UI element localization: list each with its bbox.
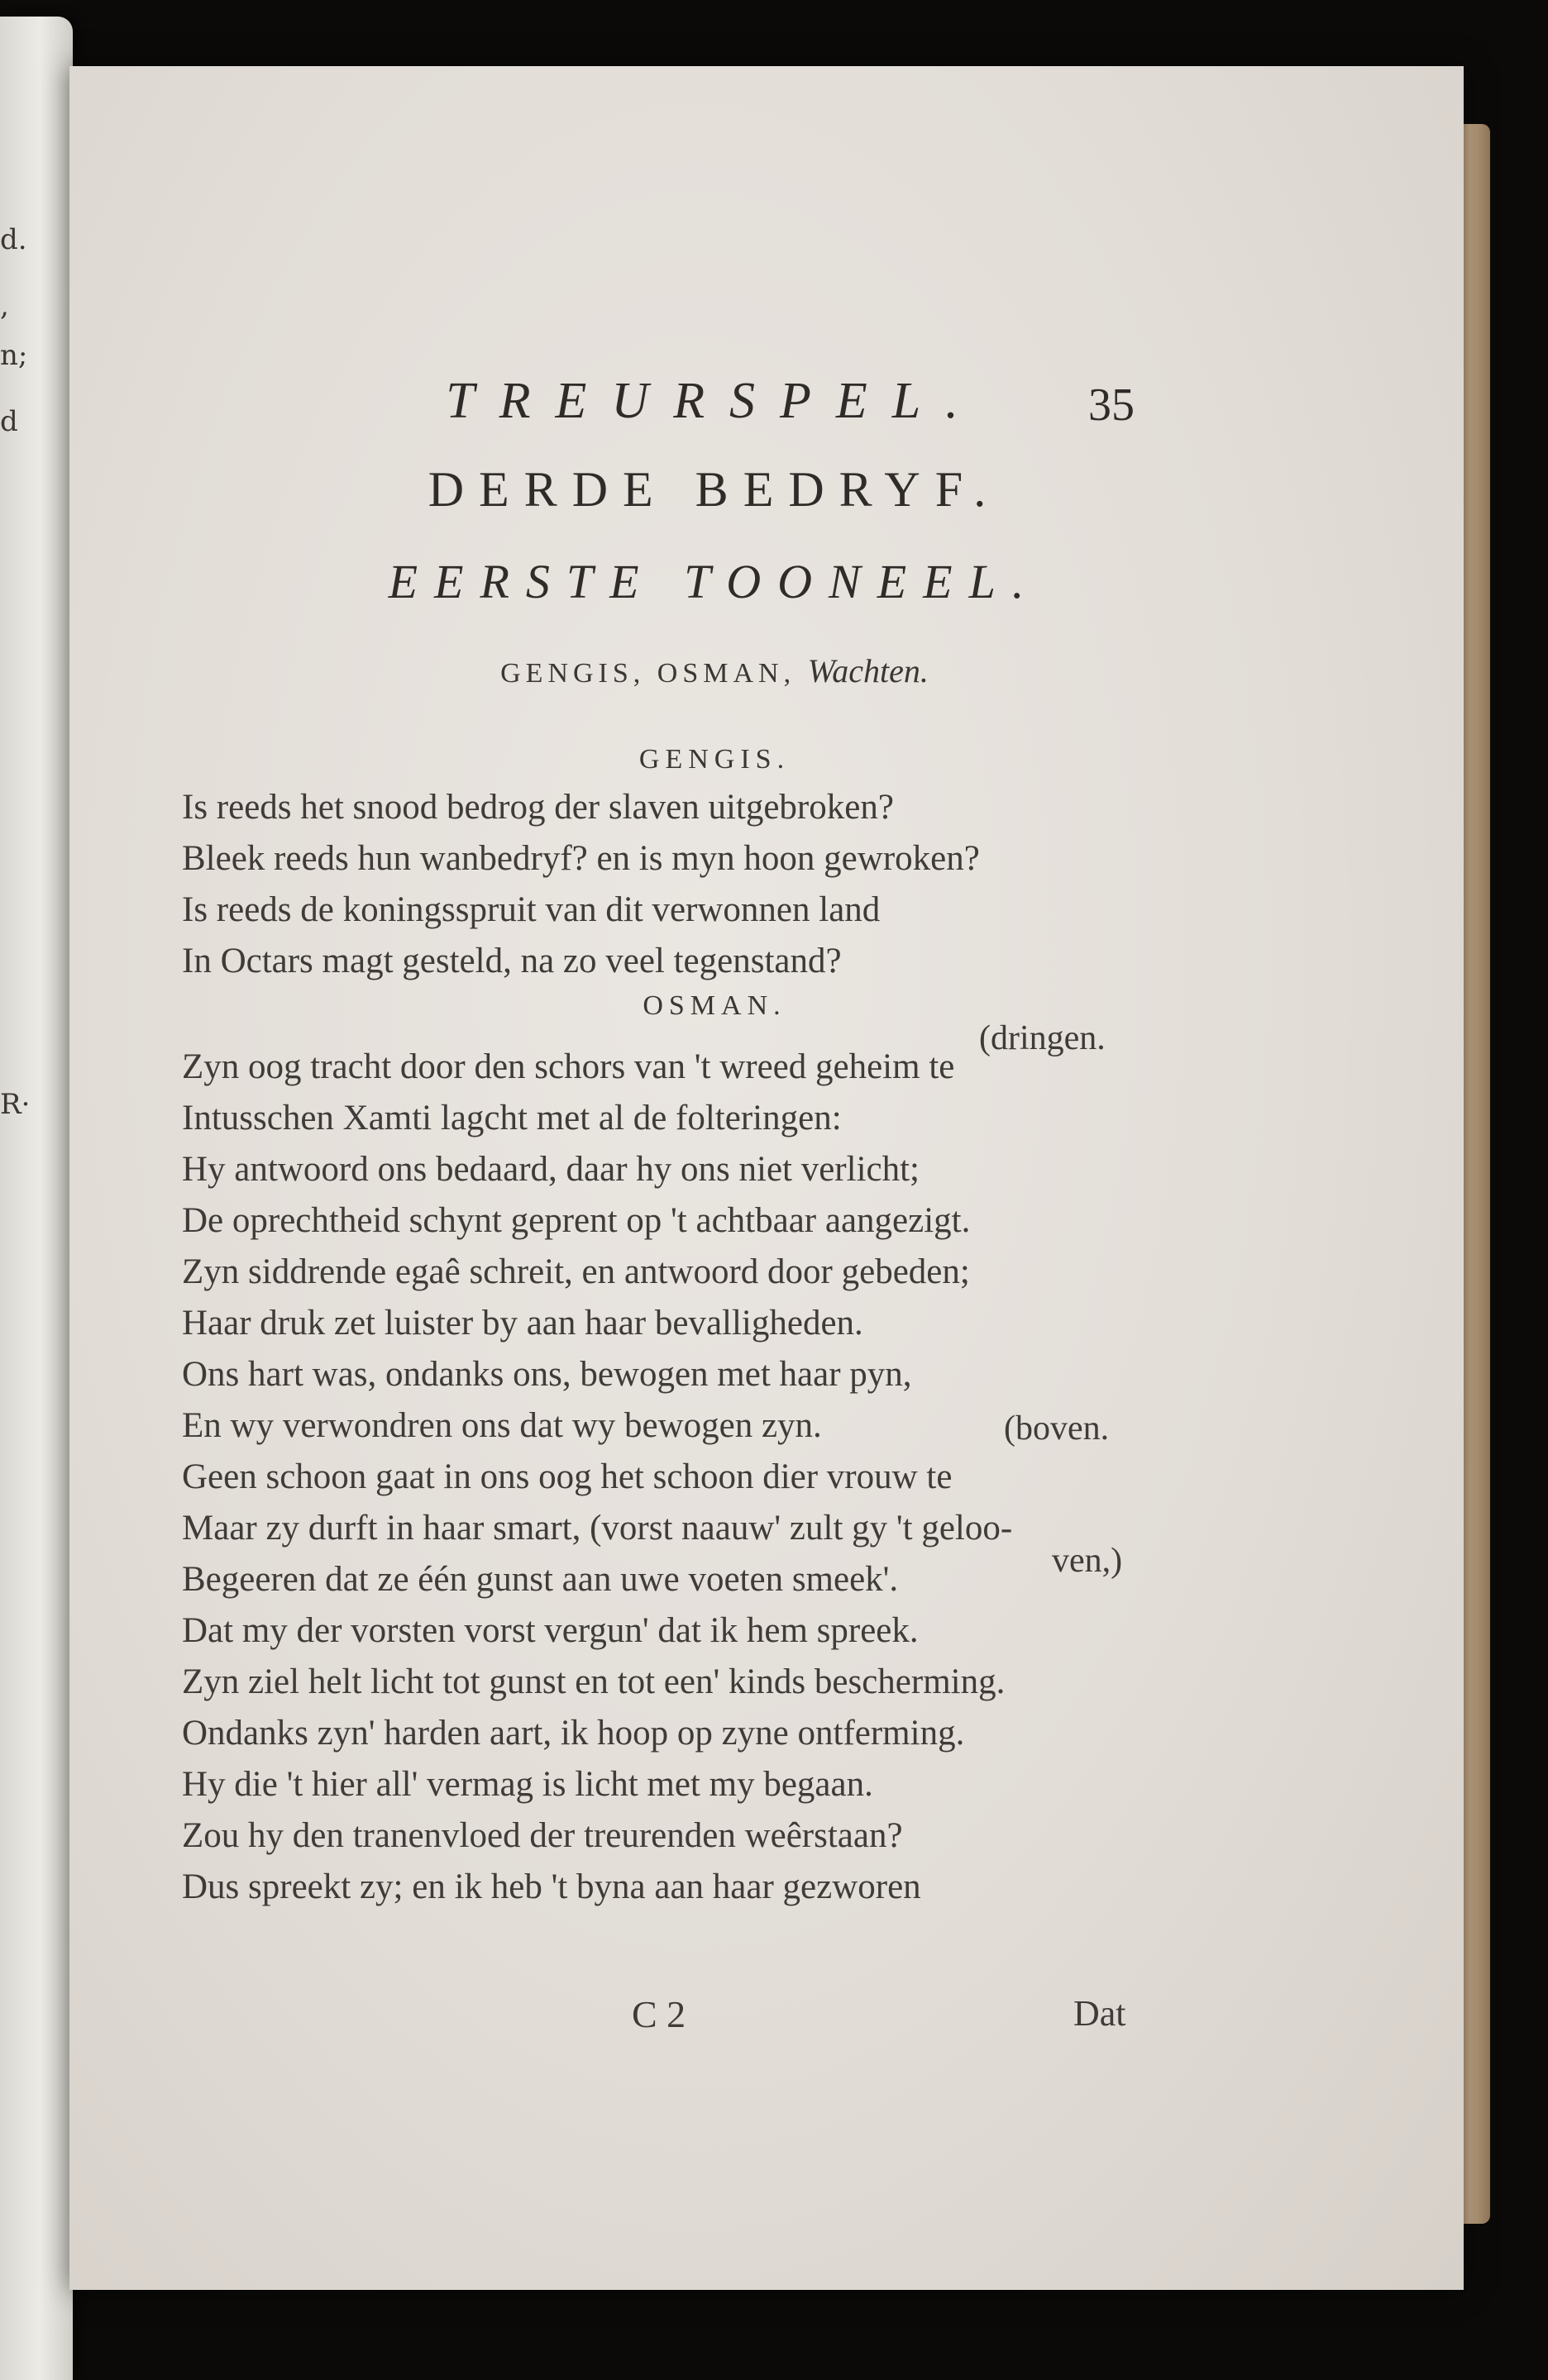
dramatis-personae <box>318 651 1111 690</box>
speaker-osman: OSMAN. <box>643 990 786 1021</box>
verse-line: Bleek reeds hun wanbedryf? en is myn hoon gewroken? <box>182 839 980 878</box>
verse-line: In Octars magt gesteld, na zo veel tegenstand? <box>182 942 842 980</box>
verse-line: Is reeds het snood bedrog der slaven uitgebroken? <box>182 788 894 827</box>
speaker-gengis: GENGIS. <box>638 744 791 775</box>
verse-line: En wy verwondren ons dat wy bewogen zyn. <box>182 1406 822 1445</box>
running-head: TREURSPEL. <box>446 373 983 429</box>
page-number: 35 <box>1088 379 1135 431</box>
verse-line: Zyn oog tracht door den schors van 't wreed geheim te <box>182 1047 955 1086</box>
book-page <box>69 66 1464 2290</box>
margin-fragment: , <box>0 289 9 322</box>
verse-line: Haar druk zet luister by aan haar bevalligheden. <box>182 1304 863 1343</box>
act-title: DERDE BEDRYF. <box>428 462 1001 517</box>
persons-names: GENGIS, OSMAN, <box>500 658 796 689</box>
margin-fragment: d <box>0 405 18 438</box>
verse-line: Zyn siddrende egaê schreit, en antwoord door gebeden; <box>182 1252 970 1291</box>
verse-line: Intusschen Xamti lagcht met al de folteringen: <box>182 1099 842 1138</box>
verse-line: Zyn ziel helt licht tot gunst en tot een' kinds bescherming. <box>182 1662 1006 1701</box>
verse-line: Dat my der vorsten vorst vergun' dat ik hem spreek. <box>182 1611 919 1650</box>
turnover-ven: ven,) <box>1052 1542 1123 1580</box>
verse-line: Ons hart was, ondanks ons, bewogen met haar pyn, <box>182 1355 912 1394</box>
turnover-boven: (boven. <box>1004 1409 1110 1448</box>
verse-line: Dus spreekt zy; en ik heb 't byna aan haar gezworen <box>182 1867 921 1906</box>
catchword: Dat <box>1073 1993 1126 2034</box>
verse-line: Geen schoon gaat in ons oog het schoon dier vrouw te <box>182 1457 953 1496</box>
verse-line: Begeeren dat ze één gunst aan uwe voeten smeek'. <box>182 1560 899 1599</box>
signature-mark: C 2 <box>632 1993 686 2035</box>
margin-fragment: n; <box>0 339 28 372</box>
turnover-dringen: (dringen. <box>979 1019 1106 1057</box>
previous-page-edge <box>0 17 73 2380</box>
verse-line: Is reeds de koningsspruit van dit verwonnen land <box>182 890 881 929</box>
margin-fragment: R· <box>0 1088 31 1121</box>
verse-line: De oprechtheid schynt geprent op 't achtbaar aangezigt. <box>182 1201 971 1240</box>
verse-line: Hy antwoord ons bedaard, daar hy ons niet verlicht; <box>182 1150 920 1189</box>
margin-fragment: d. <box>0 223 27 256</box>
verse-line: Maar zy durft in haar smart, (vorst naauw' zult gy 't geloo- <box>182 1509 1013 1548</box>
verse-line: Hy die 't hier all' vermag is licht met my begaan. <box>182 1765 873 1804</box>
scene-title: EERSTE TOONEEL. <box>388 555 1041 608</box>
persons-guards: Wachten. <box>807 652 929 689</box>
verse-line: Ondanks zyn' harden aart, ik hoop op zyne ontferming. <box>182 1714 965 1753</box>
verse-line: Zou hy den tranenvloed der treurenden weêrstaan? <box>182 1816 903 1855</box>
